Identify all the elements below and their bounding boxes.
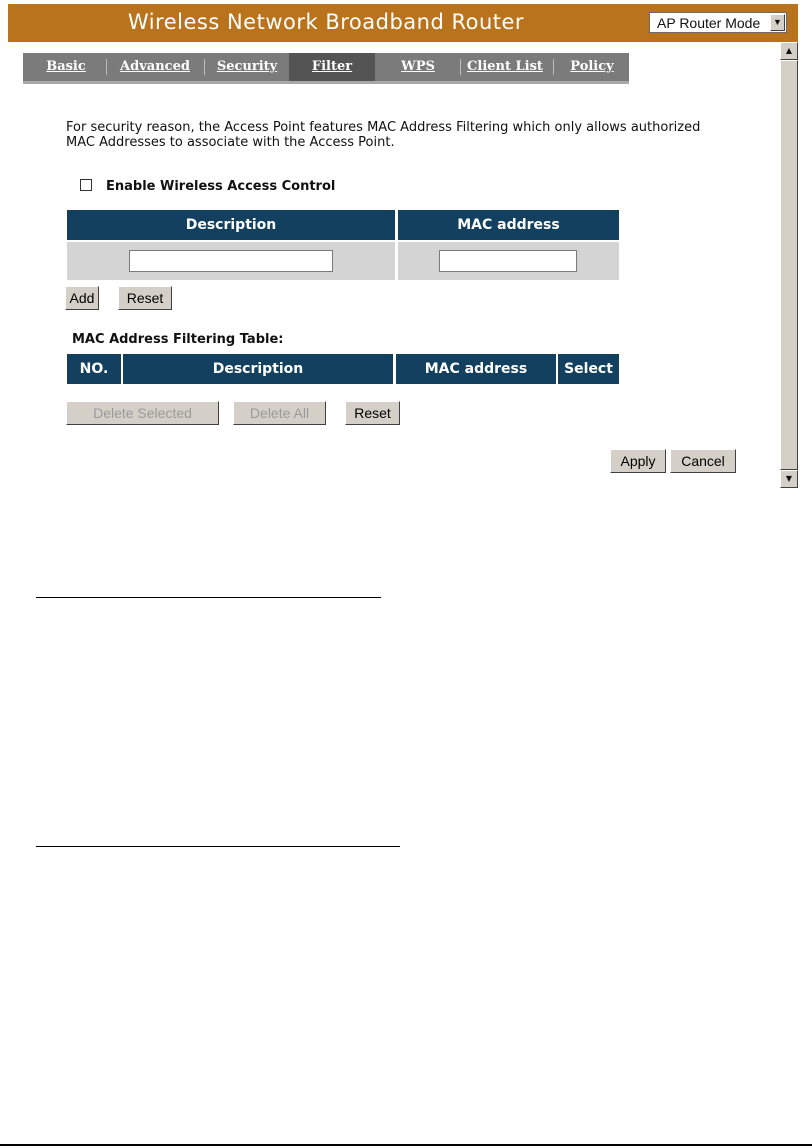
intro-text: For security reason, the Access Point features MAC Address Filtering which only allows authorized MAC Addresses to associate with the Access Point. [66, 120, 701, 150]
scroll-thumb[interactable] [780, 60, 798, 470]
tab-client-list[interactable]: Client List [467, 59, 543, 74]
router-ui-screenshot [8, 4, 798, 488]
scroll-down-icon[interactable]: ▼ [780, 470, 798, 488]
vertical-scrollbar[interactable] [780, 42, 798, 488]
divider-line [36, 597, 381, 598]
mac-address-input[interactable] [439, 250, 577, 272]
add-button[interactable]: Add [65, 286, 99, 310]
scroll-up-icon[interactable]: ▲ [780, 42, 798, 60]
delete-selected-button[interactable]: Delete Selected [66, 401, 219, 425]
entry-cell-description [67, 242, 395, 280]
filter-header-mac: MAC address [396, 354, 556, 384]
page-bottom-rule [0, 1144, 812, 1146]
mode-select[interactable] [649, 12, 787, 33]
tab-wps[interactable]: WPS [401, 59, 435, 74]
chevron-down-icon[interactable]: ▼ [770, 14, 785, 31]
enable-label: Enable Wireless Access Control [106, 179, 336, 194]
banner-title: Wireless Network Broadband Router [127, 10, 525, 34]
tab-bar [23, 53, 629, 84]
main-content [8, 42, 780, 488]
enable-checkbox[interactable] [80, 179, 92, 191]
tab-separator [460, 59, 461, 75]
apply-button[interactable]: Apply [610, 449, 666, 473]
cancel-button[interactable]: Cancel [670, 449, 736, 473]
tab-filter[interactable]: Filter [289, 53, 375, 81]
filter-header-no: NO. [67, 354, 121, 384]
filter-header-description: Description [123, 354, 393, 384]
reset-button[interactable]: Reset [118, 286, 172, 310]
header-banner [8, 4, 798, 42]
filter-table-title: MAC Address Filtering Table: [72, 332, 284, 347]
tab-basic[interactable]: Basic [46, 59, 86, 74]
divider-line [36, 846, 400, 847]
tab-security[interactable]: Security [216, 59, 278, 74]
entry-cell-mac [398, 242, 619, 280]
mode-select-value: AP Router Mode [657, 15, 761, 31]
tab-separator [204, 59, 205, 75]
tab-separator [553, 59, 554, 75]
description-input[interactable] [129, 250, 333, 272]
tab-separator [106, 59, 107, 75]
entry-header-description: Description [67, 210, 395, 240]
enable-access-control[interactable] [80, 179, 335, 194]
filter-header-select: Select [558, 354, 619, 384]
delete-all-button[interactable]: Delete All [233, 401, 326, 425]
entry-header-mac: MAC address [398, 210, 619, 240]
table-reset-button[interactable]: Reset [345, 401, 400, 425]
tab-advanced[interactable]: Advanced [120, 59, 190, 74]
tab-policy[interactable]: Policy [570, 59, 614, 74]
